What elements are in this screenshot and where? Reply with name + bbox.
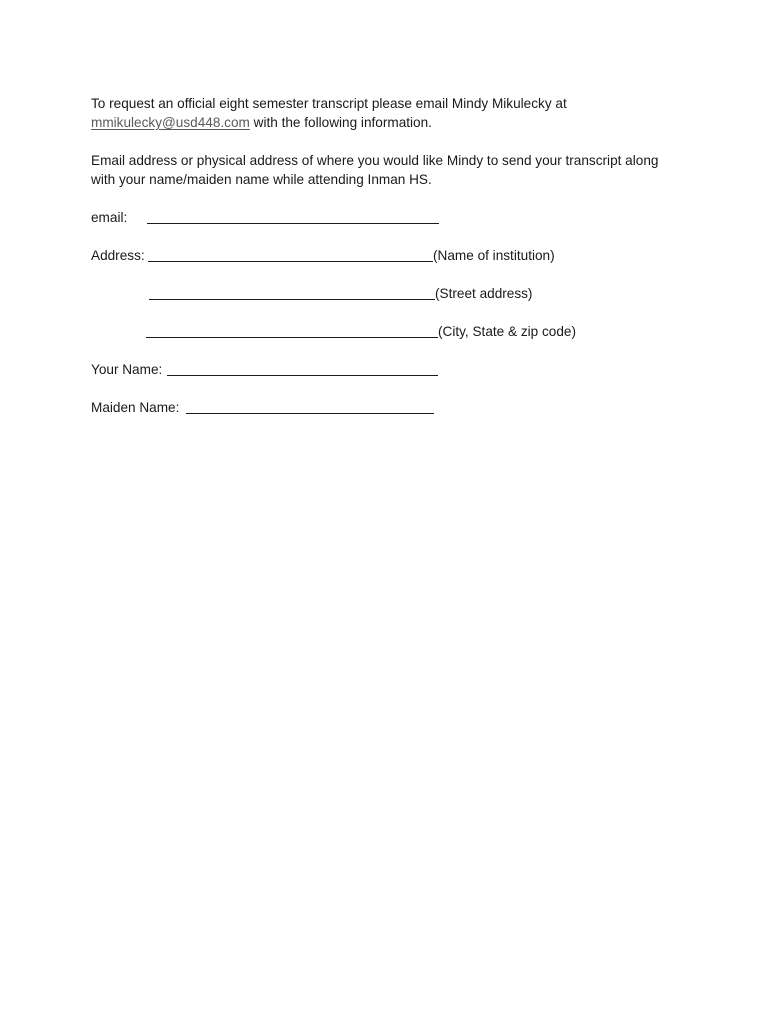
your-name-label: Your Name: <box>91 362 163 377</box>
email-field-row <box>91 208 451 228</box>
street-address-row <box>91 284 551 304</box>
maiden-name-blank-line[interactable] <box>186 413 434 414</box>
street-suffix: (Street address) <box>435 286 533 301</box>
intro-line-2: with the following information. <box>249 115 432 130</box>
address-label: Address: <box>91 248 145 263</box>
intro-line-1: To request an official eight semester transcript please email Mindy Mikulecky at <box>91 96 567 111</box>
intro-paragraph <box>91 94 691 132</box>
address-institution-row <box>91 246 571 266</box>
street-blank-line[interactable] <box>149 299 435 300</box>
institution-blank-line[interactable] <box>148 261 433 262</box>
maiden-name-row <box>91 398 451 418</box>
contact-email-link[interactable]: mmikulecky@usd448.com <box>91 115 250 130</box>
city-blank-line[interactable] <box>146 337 438 338</box>
institution-suffix: (Name of institution) <box>433 248 555 263</box>
instructions-line-2: with your name/maiden name while attending Inman HS. <box>91 172 432 187</box>
email-blank-line[interactable] <box>147 223 439 224</box>
maiden-name-label: Maiden Name: <box>91 400 180 415</box>
instructions-paragraph <box>91 151 691 189</box>
your-name-row <box>91 360 451 380</box>
instructions-line-1: Email address or physical address of where you would like Mindy to send your transcript along <box>91 153 659 168</box>
city-suffix: (City, State & zip code) <box>438 324 577 339</box>
city-state-zip-row <box>91 322 591 342</box>
your-name-blank-line[interactable] <box>167 375 438 376</box>
email-label: email: <box>91 210 128 225</box>
